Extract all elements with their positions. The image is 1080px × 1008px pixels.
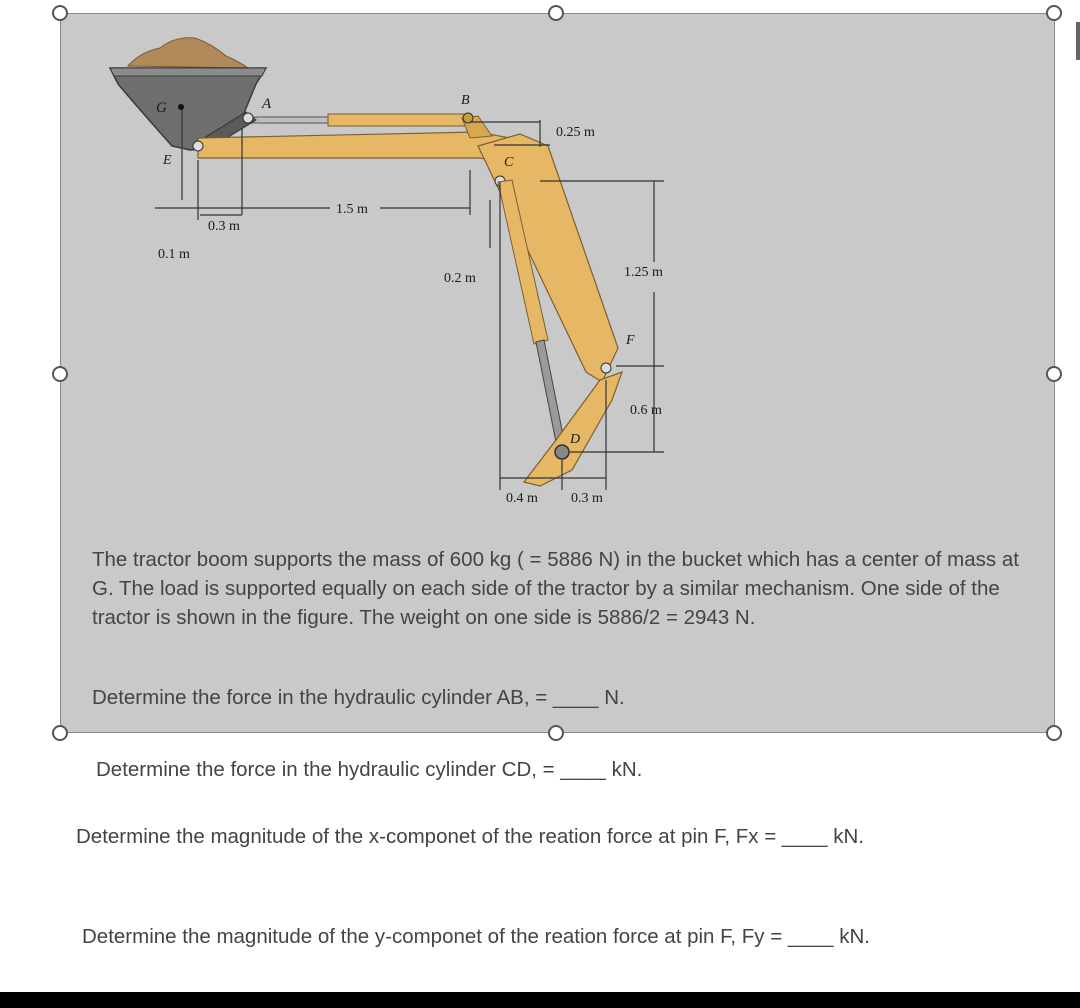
question-cd: Determine the force in the hydraulic cylinder CD, = ____ kN.	[96, 758, 643, 781]
dim-03-left: 0.3 m	[208, 219, 240, 234]
boom-diagonal	[478, 134, 618, 382]
pin-e	[193, 141, 203, 151]
center-of-mass-g	[178, 104, 184, 110]
scroll-edge-indicator	[1076, 22, 1080, 60]
pin-d	[555, 445, 569, 459]
label-a: A	[262, 96, 272, 112]
bottom-bar	[0, 992, 1080, 1008]
resize-handle-bottom-left[interactable]	[52, 725, 68, 741]
cylinder-ab-barrel	[328, 114, 468, 126]
label-e: E	[163, 153, 172, 168]
question-fx: Determine the magnitude of the x-componet of the reation force at pin F, Fx = ____ kN.	[76, 825, 864, 848]
dim-025: 0.25 m	[556, 125, 595, 140]
resize-handle-middle-right[interactable]	[1046, 366, 1062, 382]
problem-description: The tractor boom supports the mass of 600 kg ( = 5886 N) in the bucket which has a center of mass at G. The load is supported equally on each side of the tractor by a similar mechanism. One side of the tractor is shown in the figure. The weight on one side is 5886/2 = 2943 N.	[92, 548, 1019, 629]
label-g: G	[156, 100, 167, 116]
question-ab: Determine the force in the hydraulic cylinder AB, = ____ N.	[92, 686, 625, 709]
dim-02: 0.2 m	[444, 271, 476, 286]
resize-handle-top-right[interactable]	[1046, 5, 1062, 21]
dim-15: 1.5 m	[336, 202, 368, 217]
pin-f	[601, 363, 611, 373]
resize-handle-bottom-right[interactable]	[1046, 725, 1062, 741]
dim-04: 0.4 m	[506, 491, 538, 506]
dim-125: 1.25 m	[624, 265, 663, 280]
label-d: D	[570, 432, 581, 447]
resize-handle-bottom-middle[interactable]	[548, 725, 564, 741]
resize-handle-top-middle[interactable]	[548, 5, 564, 21]
label-f: F	[626, 333, 635, 348]
dim-06: 0.6 m	[630, 403, 662, 418]
dim-03-bottom: 0.3 m	[571, 491, 603, 506]
question-fy: Determine the magnitude of the y-componet of the reation force at pin F, Fy = ____ kN.	[82, 925, 870, 948]
bucket-rim	[110, 68, 266, 76]
resize-handle-top-left[interactable]	[52, 5, 68, 21]
pin-a	[243, 113, 253, 123]
dim-01: 0.1 m	[158, 247, 190, 262]
label-c: C	[504, 155, 514, 170]
lower-frame	[524, 372, 622, 486]
resize-handle-middle-left[interactable]	[52, 366, 68, 382]
dirt-load	[128, 38, 248, 68]
label-b: B	[461, 93, 470, 108]
